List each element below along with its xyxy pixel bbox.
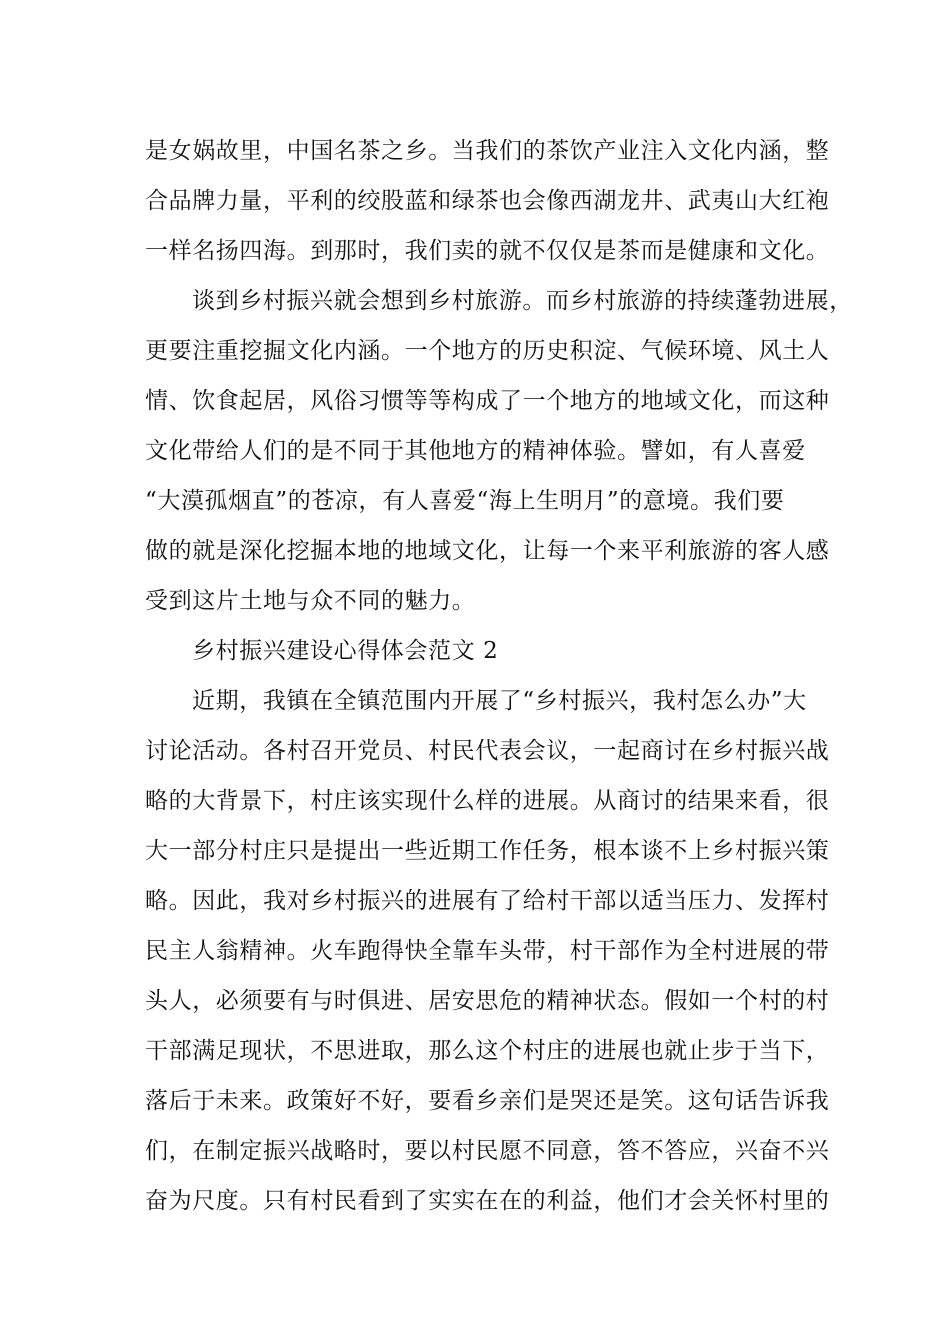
section-heading: 乡村振兴建设心得体会范文 2 bbox=[192, 638, 499, 664]
paragraph-line: 落后于未来。政策好不好，要看乡亲们是哭还是笑。这句话告诉我 bbox=[145, 1088, 830, 1114]
paragraph-line: 合品牌力量，平利的绞股蓝和绿茶也会像西湖龙井、武夷山大红袍 bbox=[145, 188, 830, 214]
paragraph-line: 近期，我镇在全镇范围内开展了“乡村振兴，我村怎么办”大 bbox=[192, 688, 807, 714]
paragraph-line: 受到这片土地与众不同的魅力。 bbox=[145, 588, 476, 614]
paragraph-line: 们，在制定振兴战略时，要以村民愿不同意，答不答应，兴奋不兴 bbox=[145, 1138, 830, 1164]
paragraph-line: 略的大背景下，村庄该实现什么样的进展。从商讨的结果来看，很 bbox=[145, 788, 830, 814]
paragraph-line: 文化带给人们的是不同于其他地方的精神体验。譬如，有人喜爱 bbox=[145, 438, 806, 464]
paragraph-line: 干部满足现状，不思进取，那么这个村庄的进展也就止步于当下， bbox=[145, 1038, 830, 1064]
paragraph-line: 大一部分村庄只是提出一些近期工作任务，根本谈不上乡村振兴策 bbox=[145, 838, 830, 864]
paragraph-line: “大漠孤烟直”的苍凉，有人喜爱“海上生明月”的意境。我们要 bbox=[145, 488, 785, 514]
paragraph-line: 讨论活动。各村召开党员、村民代表会议，一起商讨在乡村振兴战 bbox=[145, 738, 830, 764]
paragraph-line: 更要注重挖掘文化内涵。一个地方的历史积淀、气候环境、风土人 bbox=[145, 338, 830, 364]
paragraph-line: 奋为尺度。只有村民看到了实实在在的利益，他们才会关怀村里的 bbox=[145, 1188, 830, 1214]
paragraph-line: 一样名扬四海。到那时，我们卖的就不仅仅是茶而是健康和文化。 bbox=[145, 238, 830, 264]
paragraph-line: 略。因此，我对乡村振兴的进展有了给村干部以适当压力、发挥村 bbox=[145, 888, 830, 914]
paragraph-line: 头人，必须要有与时俱进、居安思危的精神状态。假如一个村的村 bbox=[145, 988, 830, 1014]
paragraph-line: 做的就是深化挖掘本地的地域文化，让每一个来平利旅游的客人感 bbox=[145, 538, 830, 564]
paragraph-line: 谈到乡村振兴就会想到乡村旅游。而乡村旅游的持续蓬勃进展， bbox=[192, 288, 853, 314]
paragraph-line: 是女娲故里，中国名茶之乡。当我们的茶饮产业注入文化内涵，整 bbox=[145, 138, 830, 164]
paragraph-line: 情、饮食起居，风俗习惯等等构成了一个地方的地域文化，而这种 bbox=[145, 388, 830, 414]
paragraph-line: 民主人翁精神。火车跑得快全靠车头带，村干部作为全村进展的带 bbox=[145, 938, 830, 964]
